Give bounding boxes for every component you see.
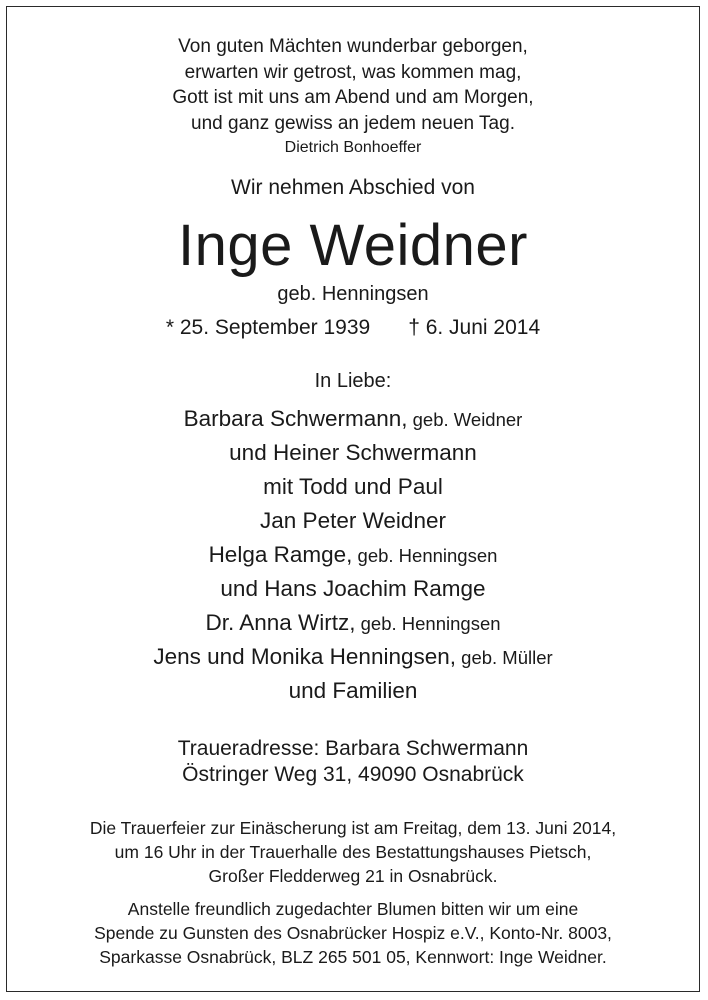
mourner-note: geb. Müller [456,647,553,668]
mourner-name: Barbara Schwermann, [183,406,408,431]
in-love-label: In Liebe: [314,370,392,392]
mourner-entry [6,674,700,708]
mourner-entry [6,572,700,606]
mourner-entry [6,436,700,470]
birth-name: geb. Henningsen [277,283,429,305]
mourning-address [6,736,700,788]
poem-line: Von guten Mächten wunderbar geborgen, [178,36,528,57]
mourner-name: und Heiner Schwermann [229,440,477,465]
death-date: † 6. Juni 2014 [408,316,541,339]
mourner-name: und Familien [288,678,418,703]
donation-line: Sparkasse Osnabrück, BLZ 265 501 05, Kennwort: Inge Weidner. [99,947,607,967]
mourner-note: geb. Henningsen [352,545,498,566]
donation-line: Anstelle freundlich zugedachter Blumen bitten wir um eine [127,899,579,919]
mourner-note: geb. Weidner [407,409,523,430]
mourners-list [6,402,700,708]
life-dates [6,316,700,340]
poem-author: Dietrich Bonhoeffer [284,139,422,156]
mourner-name: Jens und Monika Henningsen, [153,644,457,669]
birth-date: * 25. September 1939 [165,316,371,339]
farewell-intro: Wir nehmen Abschied von [231,176,475,199]
mourner-entry [6,402,700,436]
mourner-name: mit Todd und Paul [263,474,443,499]
mourner-name: Jan Peter Weidner [260,508,446,533]
donation-line: Spende zu Gunsten des Osnabrücker Hospiz e.V., Konto-Nr. 8003, [94,923,612,943]
funeral-service-info [6,816,700,888]
mourner-entry [6,470,700,504]
mourner-entry [6,606,700,640]
poem-line: erwarten wir getrost, was kommen mag, [184,61,522,83]
mourner-name: Dr. Anna Wirtz, [205,610,356,635]
ceremony-line: Die Trauerfeier zur Einäscherung ist am Freitag, dem 13. Juni 2014, [89,818,617,838]
mourner-note: geb. Henningsen [355,613,501,634]
ceremony-line: um 16 Uhr in der Trauerhalle des Bestattungshauses Pietsch, [114,842,592,862]
mourner-entry [6,640,700,674]
poem-line: Gott ist mit uns am Abend und am Morgen, [172,87,534,108]
donation-request [6,897,700,969]
address-line: Traueradresse: Barbara Schwermann [177,737,529,760]
ceremony-line: Großer Fledderweg 21 in Osnabrück. [208,866,498,886]
mourner-name: und Hans Joachim Ramge [220,576,486,601]
poem-line: und ganz gewiss an jedem neuen Tag. [191,112,515,134]
mourner-name: Helga Ramge, [208,542,353,567]
poem-quote [6,34,700,159]
mourner-entry [6,504,700,538]
mourner-entry [6,538,700,572]
deceased-name: Inge Weidner [178,213,528,278]
address-line: Östringer Weg 31, 49090 Osnabrück [182,763,524,786]
